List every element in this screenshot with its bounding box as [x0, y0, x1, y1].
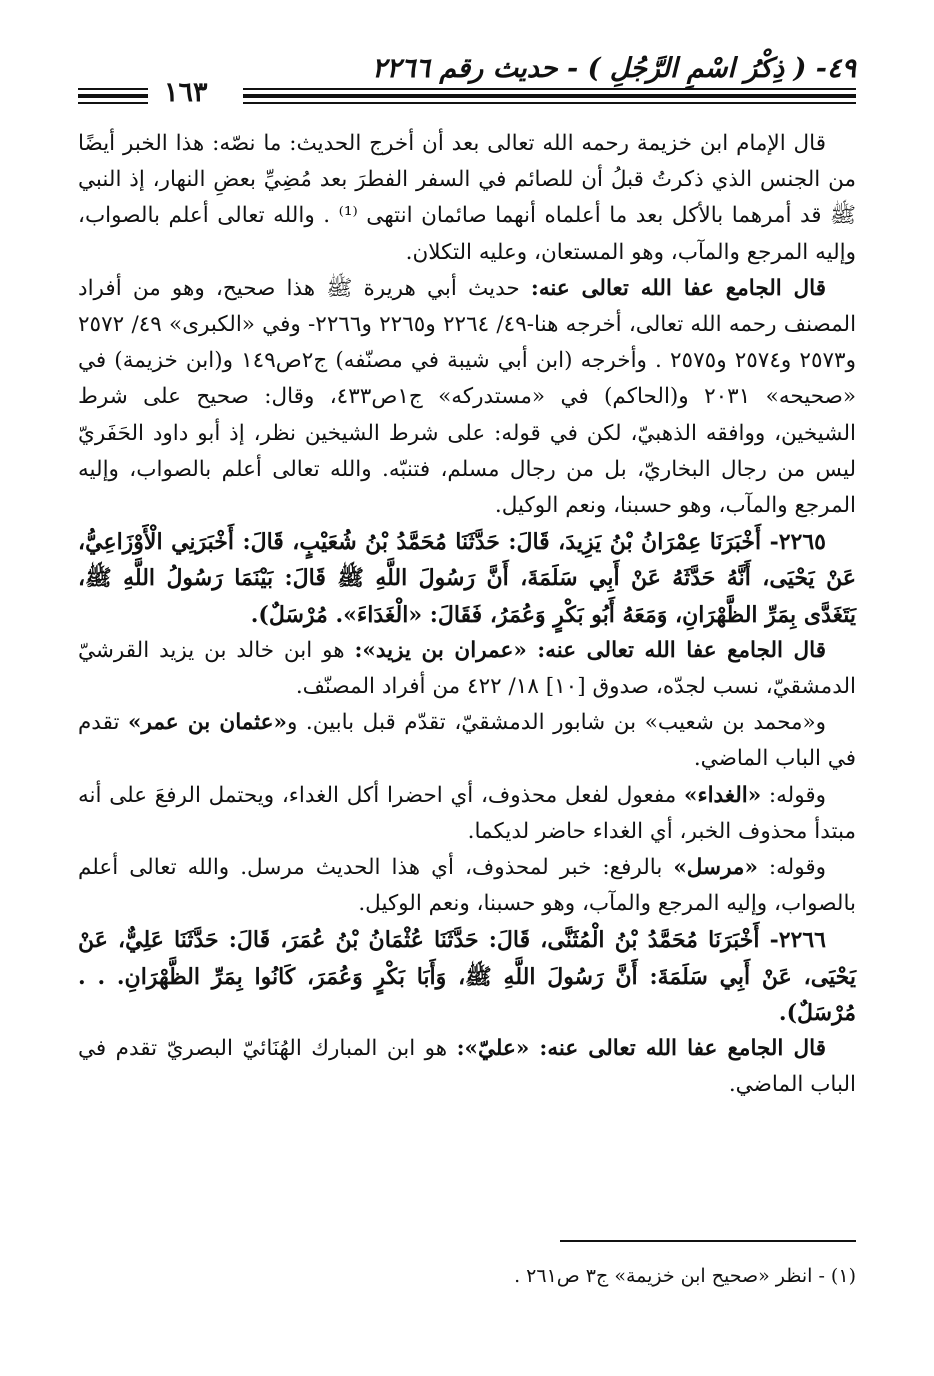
- hadith-2266: ٢٢٦٦- أَخْبَرَنَا مُحَمَّدُ بْنُ الْمُثَنَّى، قَالَ: حَدَّثَنَا عُثْمَانُ بْنُ عُمَرَ، قَالَ: حَدَّثَنَا عَلِيٌّ، عَنْ يَحْيَى، عَنْ أَبِي سَلَمَةَ: أَنَّ رَسُولَ اللَّهِ ﷺ، وَأَبَا بَكْرٍ وَعُمَرَ، كَانُوا بِمَرِّ الظَّهْرَانِ. . . مُرْسَلٌ).: [78, 927, 856, 1026]
- paragraph-4: قال الجامع عفا الله تعالى عنه: «عمران بن يزيد»: هو ابن خالد بن يزيد القرشيّ الدمشقيّ، نسب لجدّه، صدوق [١٠] ١٨/ ٤٢٢ من أفراد المصنّف.: [78, 637, 856, 700]
- footnote-separator: [560, 1240, 856, 1242]
- header-rules: [243, 52, 856, 112]
- body-text: [78, 126, 856, 1103]
- paragraph-1: قال الإمام ابن خزيمة رحمه الله تعالى بعد أن أخرج الحديث: ما نصّه: هذا الخبر أيضًا من الجنس الذي ذكرتُ قبلُ أن للصائم في السفر الفطرَ بعد مُضِيِّ بعضِ النهار، إذ النبي ﷺ قد أمرهما بالأكل بعد ما أعلماه أنهما صائمان انتهى ⁽¹⁾ . والله تعالى أعلم بالصواب، وإليه المرجع والمآب، وهو المستعان، وعليه التكلان.: [78, 131, 857, 265]
- paragraph-7: وقوله: «مرسل» بالرفع: خبر لمحذوف، أي هذا الحديث مرسل. والله تعالى أعلم بالصواب، وإليه المرجع والمآب، وهو حسبنا، ونعم الوكيل.: [78, 855, 856, 917]
- paragraph-lead: قال الجامع عفا الله تعالى عنه: «عمران بن يزيد»:: [354, 637, 826, 663]
- paragraph-lead: قال الجامع عفا الله تعالى عنه:: [530, 275, 827, 301]
- paragraph-lead: قال الجامع عفا الله تعالى عنه: «عليّ»:: [456, 1036, 826, 1062]
- paragraph-9: قال الجامع عفا الله تعالى عنه: «عليّ»: هو ابن المبارك الهُنَائيّ البصريّ تقدم في الباب الماضي.: [78, 1036, 856, 1098]
- page-number: ١٦٣: [158, 78, 214, 108]
- paragraph-5: و«محمد بن شعيب» بن شابور الدمشقيّ، تقدّم قبل بابين. و«عثمان بن عمر» تقدم في الباب الماضي.: [78, 710, 856, 772]
- footnote: (١) - انظر «صحيح ابن خزيمة» ج٣ ص٢٦١ .: [514, 1265, 856, 1287]
- paragraph-6: وقوله: «الغداء» مفعول لفعل محذوف، أي احضرا أكل الغداء، ويحتمل الرفعَ على أنه مبتدأ محذوف الخبر، أي الغداء حاضر لديكما.: [78, 782, 856, 844]
- page-header: [78, 52, 856, 122]
- paragraph-2: قال الجامع عفا الله تعالى عنه: حديث أبي هريرة ﷺ هذا صحيح، وهو من أفراد المصنف رحمه الله تعالى، أخرجه هنا-٤٩/ ٢٢٦٤ و٢٢٦٥ و٢٢٦٦- وفي «الكبرى» ٤٩/ ٢٥٧٢ و٢٥٧٣ و٢٥٧٤ و٢٥٧٥ . وأخرجه (ابن أبي شيبة في مصنّفه) ج٢ص١٤٩ و(ابن خزيمة) في «صحيحه» ٢٠٣١ و(الحاكم) في «مستدركه» ج١ص٤٣٣، وقال: صحيح على شرط الشيخين، ووافقه الذهبيّ، لكن في قوله: على شرط الشيخين نظر، إذ أبو داود الحَفَريّ ليس من رجال البخاريّ، بل من رجال مسلم، فتنبّه. والله تعالى أعلم بالصواب، وإليه المرجع والمآب، وهو حسبنا، ونعم الوكيل.: [78, 275, 857, 519]
- running-title: ٤٩- ( ذِكْرُ اسْمِ الرَّجُلِ ) - حديث رقم ٢٢٦٦: [371, 53, 856, 84]
- hadith-2265: ٢٢٦٥- أَخْبَرَنَا عِمْرَانُ بْنُ يَزِيدَ، قَالَ: حَدَّثَنَا مُحَمَّدُ بْنُ شُعَيْبٍ، قَالَ: أَخْبَرَنِي الْأَوْزَاعِيُّ، عَنْ يَحْيَى، أَنَّهُ حَدَّثَهُ عَنْ أَبِي سَلَمَةَ، أَنَّ رَسُولَ اللَّهِ ﷺ قَالَ: بَيْنَمَا رَسُولُ اللَّهِ ﷺ، يَتَغَدَّى بِمَرِّ الظَّهْرَانِ، وَمَعَهُ أَبُو بَكْرٍ وَعُمَرُ، فَقَالَ: «الْغَدَاءَ». مُرْسَلٌ).: [78, 529, 856, 628]
- header-rule-left: [78, 88, 148, 90]
